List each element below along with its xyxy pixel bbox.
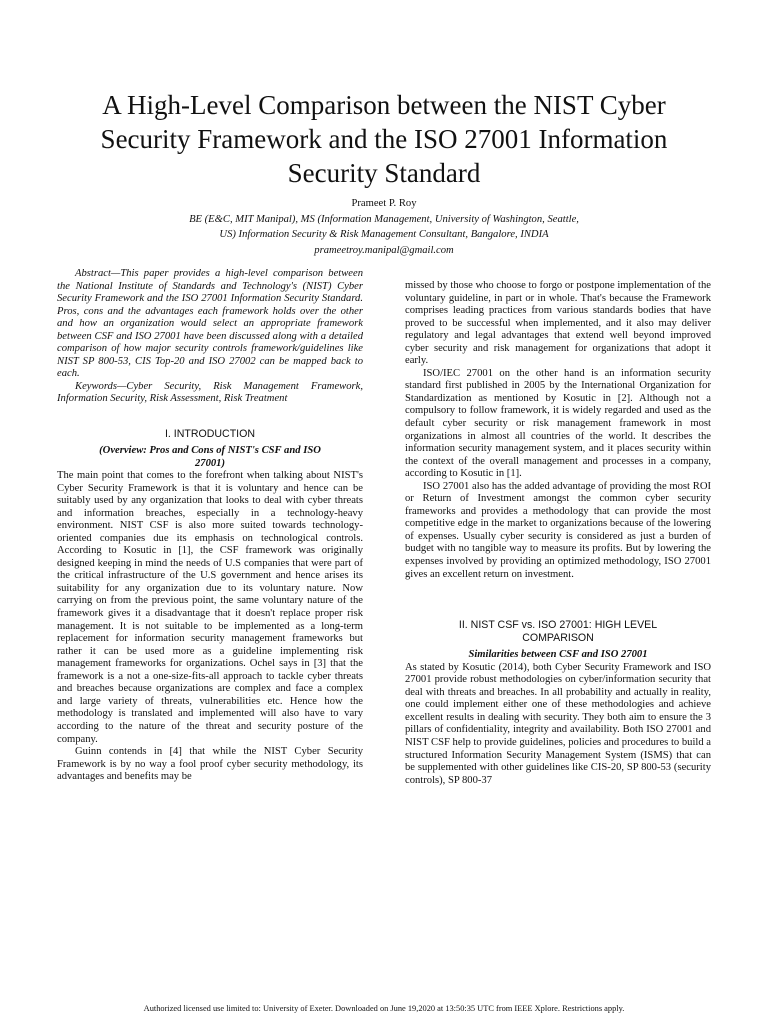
author-name: Prameet P. Roy	[351, 198, 417, 209]
subsection-heading-overview: (Overview: Pros and Cons of NIST's CSF and ISO 27001)	[99, 445, 321, 469]
abstract: Abstract—This paper provides a high-level comparison between the National Institute of Standards and Technology's (NIST) Cyber Security Framework and the ISO 27001 Information Security Standard. Pros, cons and the advantages each framework holds over the other and how an organization would select an appropriate framework between CSF and ISO 27001 have been discussed along with a detailed comparison of how major security controls framework/guidelines like NIST SP 800-53, CIS Top-20 and ISO 27002 can be mapped back to each.	[57, 268, 363, 380]
subsection-heading-similarities: Similarities between CSF and ISO 27001	[468, 649, 648, 661]
body-paragraph: ISO 27001 also has the added advantage of providing the most ROI or Return of Investment amongst the common cyber security frameworks and provides a methodology that can provide the most competitive edge in the market to organizations because of the lowering of expenses. Usually cyber security is considered as just a burden of budget with no tangible way to measure its profits. But by lowering the expenses involved by providing an optimized methodology, ISO 27001 gives an excellent return on investment.	[405, 480, 711, 580]
body-paragraph: ISO/IEC 27001 on the other hand is an information security standard first published in 2005 by the International Organization for Standardization as mentioned by Kosutic in [2]. Although not a compulsory to follow framework, it is widely regarded and used as the default cyber security or risk management framework in most organizations in almost all countries of the world. It describes the information security management system, and it places security within the context of the overall management and processes in a company, according to Kosutic in [1].	[405, 367, 711, 480]
author-affiliation-line-1: BE (E&C, MIT Manipal), MS (Information Management, University of Washington, Seattle,	[189, 213, 579, 225]
body-paragraph: missed by those who choose to forgo or postpone implementation of the voluntary guideline, in part or in whole. That's because the Framework comprises leading practices from various standards bodies that have proved to be successful when implemented, and it also may deliver regulatory and legal advantages that extend well beyond improved cyber security and risk management for organizations that adopt it early.	[405, 280, 711, 367]
author-email: prameetroy.manipal@gmail.com	[314, 244, 454, 256]
section-heading-introduction: I. INTRODUCTION	[164, 428, 256, 441]
body-paragraph: Guinn contends in [4] that while the NIST Cyber Security Framework is by no way a fool proof cyber security methodology, its advantages and benefits may be	[57, 746, 363, 783]
right-column	[405, 280, 711, 787]
license-footer: Authorized licensed use limited to: University of Exeter. Downloaded on June 19,2020 at 13:50:35 UTC from IEEE Xplore. Restrictions apply.	[143, 1004, 625, 1013]
body-paragraph: As stated by Kosutic (2014), both Cyber Security Framework and ISO 27001 provide robust methodologies on cyber/information security that deal with threats and breaches. In all probability and actually in reality, one could implement either one of these methodologies and achieve excellent results in dealing with security. They both aim to ensure the 3 pillars of confidentiality, integrity and availability. Both ISO 27001 and NIST CSF help to provide guidelines, policies and procedures to build a structured Information Security Management System (ISMS) that can be supplemented with other guidelines like CIS-20, SP 800-53 (security controls), SP 800-37	[405, 661, 711, 786]
left-column	[57, 268, 363, 784]
section-heading-comparison	[405, 619, 711, 645]
author-block	[100, 196, 668, 258]
paper-title: A High-Level Comparison between the NIST Cyber Security Framework and the ISO 27001 Information Security Standard	[100, 90, 668, 188]
keywords: Keywords—Cyber Security, Risk Management Framework, Information Security, Risk Assessment, Risk Treatment	[57, 380, 363, 405]
author-affiliation-line-2: US) Information Security & Risk Management Consultant, Bangalore, INDIA	[219, 229, 549, 240]
section-heading-line-1: II. NIST CSF vs. ISO 27001: HIGH LEVEL	[458, 619, 658, 632]
body-paragraph: The main point that comes to the forefront when talking about NIST's Cyber Security Framework is that it is voluntary and hence can be suitably used by any organization that looks to deal with cyber threats and information breaches, especially in a technology-heavy environment. NIST CSF is also more suited towards technology-oriented companies due its emphasis on technological controls. According to Kosutic in [1], the CSF framework was originally designed keeping in mind the needs of U.S companies that were part of the critical infrastructure of the U.S government and hence arises its suitability for any organization due to its voluntary nature. Now carrying on from the previous point, the same voluntary nature of the framework gives it a disadvantage that it doesn't replace proper risk management. It is not suitable to be implemented as a long-term replacement for information security management frameworks but rather it can be used more as a guideline implementing risk management frameworks for organizations. Ochel says in [3] that the framework is a not a one-size-fits-all approach to tackle cyber threats and breaches because organizations are complex and face a complex and large variety of threats, vulnerabilities etc. Hence how the methodology is translated and implemented will also have to vary according to the nature of the threat and security posture of the company.	[57, 470, 363, 745]
section-heading-line-2: COMPARISON	[522, 632, 594, 645]
